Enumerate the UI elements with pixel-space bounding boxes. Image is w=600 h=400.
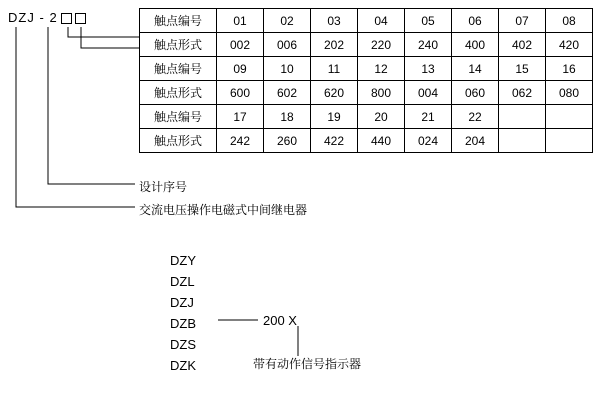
model-code-dash: -	[39, 10, 45, 25]
series-suffix: 200 X	[263, 313, 297, 328]
table-cell: 400	[452, 33, 499, 57]
list-item: DZJ	[170, 295, 194, 310]
table-cell: 204	[452, 129, 499, 153]
table-cell: 10	[264, 57, 311, 81]
table-cell: 03	[311, 9, 358, 33]
table-cell: 220	[358, 33, 405, 57]
table-cell: 15	[499, 57, 546, 81]
table-cell: 14	[452, 57, 499, 81]
table-row	[140, 33, 593, 57]
table-cell: 02	[264, 9, 311, 33]
table-cell: 422	[311, 129, 358, 153]
table-cell: 060	[452, 81, 499, 105]
list-item: DZK	[170, 358, 196, 373]
table-cell: 06	[452, 9, 499, 33]
relay-description-label: 交流电压操作电磁式中间继电器	[139, 203, 308, 217]
model-code-box-1	[61, 13, 72, 24]
table-row	[140, 57, 593, 81]
row-header: 触点形式	[140, 129, 217, 153]
table-cell: 08	[546, 9, 593, 33]
table-cell: 22	[452, 105, 499, 129]
table-cell: 062	[499, 81, 546, 105]
list-item: DZL	[170, 274, 195, 289]
table-cell: 05	[405, 9, 452, 33]
table-cell: 402	[499, 33, 546, 57]
table-cell: 13	[405, 57, 452, 81]
table-cell: 080	[546, 81, 593, 105]
model-code-prefix: DZJ	[8, 10, 35, 25]
row-header: 触点编号	[140, 9, 217, 33]
table-cell: 202	[311, 33, 358, 57]
table-cell: 004	[405, 81, 452, 105]
table-cell: 09	[217, 57, 264, 81]
table-cell: 602	[264, 81, 311, 105]
table-cell	[499, 129, 546, 153]
table-cell: 07	[499, 9, 546, 33]
table-cell: 18	[264, 105, 311, 129]
table-cell: 21	[405, 105, 452, 129]
spec-table	[139, 8, 593, 153]
design-number-label: 设计序号	[139, 180, 188, 194]
row-header: 触点编号	[140, 105, 217, 129]
table-row	[140, 129, 593, 153]
table-cell: 240	[405, 33, 452, 57]
table-cell: 12	[358, 57, 405, 81]
table-cell: 04	[358, 9, 405, 33]
spec-table-wrapper	[139, 8, 593, 153]
list-item: DZB	[170, 316, 196, 331]
table-cell: 006	[264, 33, 311, 57]
model-code-number: 2	[49, 10, 58, 25]
series-note: 带有动作信号指示器	[253, 357, 362, 371]
row-header: 触点形式	[140, 33, 217, 57]
table-cell: 002	[217, 33, 264, 57]
table-row	[140, 81, 593, 105]
row-header: 触点形式	[140, 81, 217, 105]
table-cell: 260	[264, 129, 311, 153]
list-item: DZS	[170, 337, 196, 352]
table-cell: 420	[546, 33, 593, 57]
table-cell: 17	[217, 105, 264, 129]
series-list	[170, 250, 196, 376]
table-cell: 440	[358, 129, 405, 153]
list-item: DZY	[170, 253, 196, 268]
table-cell	[499, 105, 546, 129]
model-code	[8, 10, 86, 25]
table-cell	[546, 105, 593, 129]
table-cell: 800	[358, 81, 405, 105]
table-cell: 19	[311, 105, 358, 129]
table-cell: 620	[311, 81, 358, 105]
table-cell: 01	[217, 9, 264, 33]
table-cell: 20	[358, 105, 405, 129]
table-cell: 024	[405, 129, 452, 153]
table-cell: 11	[311, 57, 358, 81]
table-row	[140, 105, 593, 129]
table-cell	[546, 129, 593, 153]
row-header: 触点编号	[140, 57, 217, 81]
model-code-box-2	[75, 13, 86, 24]
table-cell: 600	[217, 81, 264, 105]
table-cell: 242	[217, 129, 264, 153]
table-row	[140, 9, 593, 33]
table-cell: 16	[546, 57, 593, 81]
